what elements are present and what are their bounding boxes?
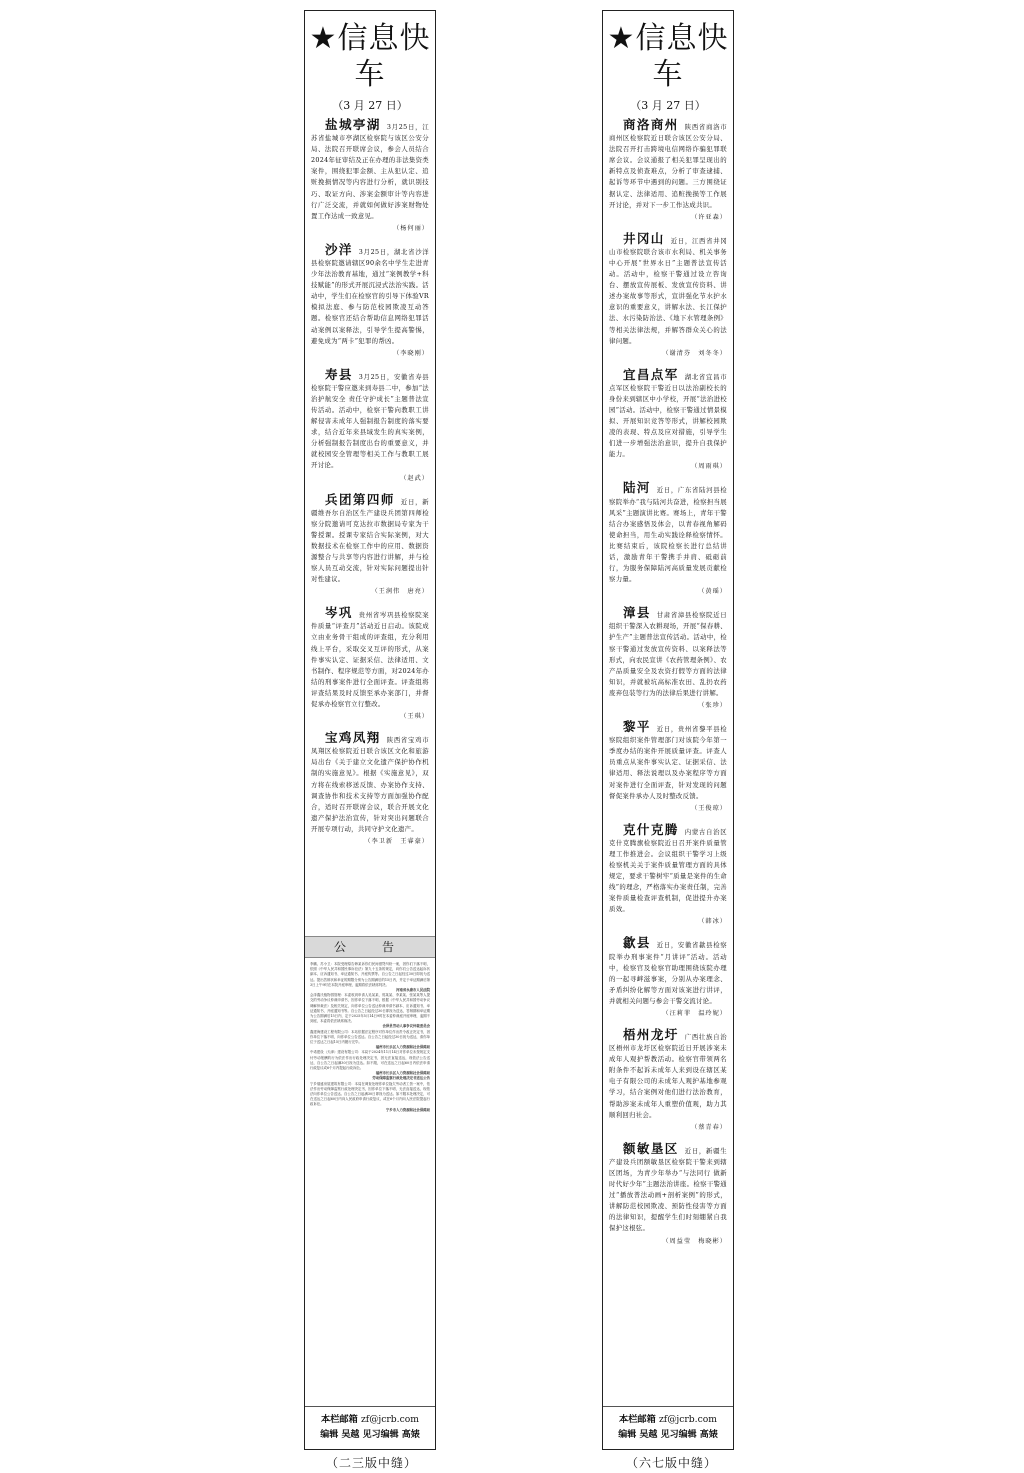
column-date: （3 月 27 日） [332,99,408,112]
news-place: 梧州龙圩 [623,1027,679,1042]
news-byline: （蔡青春） [691,1123,727,1131]
news-item [305,491,435,600]
news-place: 盐城亭湖 [325,117,381,132]
news-item [603,1140,733,1249]
news-body: 近日，广东省陆河县检察院举办“我与陆河共奋进，检察担当展风采”主题演讲比赛。赛场上，青年干警结合办案感悟及体会，以青春视角解码使命担当，用生动实践诠释检察情怀。比赛结束后，该院检察长进行总结讲话，激励青年干警携手并肩、砥砺前行，为服务保障陆河高质量发展贡献检察力量。 [609,486,727,584]
news-text [311,491,429,586]
news-item [305,241,435,361]
editors-line: 编辑 吴越 见习编辑 高婊 [320,1430,420,1440]
news-text [311,119,429,222]
news-place: 寿县 [325,366,353,382]
news-body: 湖北省宜昌市点军区检察院干警近日以法治副校长的身份来到辖区中小学校，开展“法治进校园”活动。活动中，检察干警通过情景模拟、开展知识竞答等形式，讲解校园欺凌的表现、特点及应对措施，引导学生们进一步增强法治意识，提升自我保护能力。 [609,372,727,459]
page-caption: （六七版中缝） [626,1456,718,1470]
news-item [603,1029,733,1135]
notice-paragraph: 李鹏、苏小卫：本院受理原告韩某诉你们民间借贷纠纷一案，因你们下落不明，依照《中华人民共和国民事诉讼法》第九十五条的规定，向你们公告送达起诉状副本、应诉通知书、举证通知书、开庭传票等。自公告之日起经过30日即视为送达。提出答辩状和举证的期限分别为公告期满后的15日内，并定于举证期满后第3日上午9时在本院开庭审理，逾期将依法缺席判决。 [310,962,430,987]
news-text [609,1029,727,1121]
news-body: 近日，贵州省黎平县检察院组织案件管理部门对该院今年第一季度办结的案件开展质量评查。评查人员重点从案件事实认定、证据采信、法律适用、释法说理以及办案程序等方面对案件进行全面评查，针对发现的问题督促案件承办人及时整改反馈。 [609,725,727,800]
news-item [603,821,733,930]
email-address[interactable]: zf@jcrb.com [360,1414,419,1425]
page-caption: （二三版中缝） [326,1456,418,1470]
news-body: 3月25日，湖北省沙洋县检察院邀请辖区90余名中学生走进青少年法治教育基地，通过“案例教学+科技赋能”的形式开展沉浸式法治实践。活动中，学生们在检察官的引导下体验VR模拟法庭、参与防范校园欺凌互动答题。检察官还结合帮助信息网络犯罪活动案例以案释法，引导学生提高警惕，避免成为“两卡”犯罪的帮凶。 [311,247,429,345]
news-text [311,366,429,472]
news-body: 广西壮族自治区梧州市龙圩区检察院近日开展涉案未成年人观护帮教活动。检察官带领两名附条件不起诉未成年人来到设在辖区某电子有限公司的未成年人观护基地参观学习，结合案例对他们进行法治教育，帮助涉案未成年人重塑价值观，助力其顺利回归社会。 [609,1033,727,1119]
news-text [311,241,429,347]
news-text [609,1140,727,1235]
notice-paragraph: 会泽鑫氏植物园管理：本委收到申请人吴某某、郭某某、李某某、张某某等人提交的劳动争议仲裁申请书，因你单位下落不明，根据《中华人民共和国劳动争议调解仲裁法》及相关规定，向你单位公告送达仲裁申请书副本、应诉通知书、举证通知书、开庭通知书等。自公告之日起经过30日即视为送达，答辩期和举证期为公告期满后15日内，定于2025年5月14日9时在本委仲裁庭开庭审理，逾期不到庭，本委将依法缺席裁决。 [310,993,430,1024]
notice-signature: 会泽县劳动人事争议仲裁委员会 [382,1024,430,1029]
news-byline: （李晓刚） [393,349,429,357]
column-footer [305,1406,435,1449]
news-text [311,732,429,835]
news-item [603,607,733,713]
notice-signature: 宁乡市人力资源和社会保障局 [385,1107,430,1112]
news-body: 3月25日，江苏省盐城市亭湖区检察院与该区公安分局、法院召开联席会议，参会人员结合2024年征审结及正在办理的非法集资类案件，围绕犯罪金额、主从犯认定、追赃挽损情况等内容进行分析，就识别技巧、取证方向、涉案金额审计等内容进行广泛交流，并就如何做好涉案财物处置工作达成一致意见。 [311,123,429,220]
news-text [609,482,727,585]
email-label: 本栏邮箱 [321,1414,358,1425]
news-byline: （汪莉菲 温玲妮） [662,1010,727,1017]
notice-signature: 福州市长乐区人力资源和社会保障局 [375,1045,430,1050]
news-place: 宜昌点军 [623,366,679,382]
news-place: 岑巩 [325,605,353,621]
masthead [603,11,733,113]
notice-signature: 福州市长乐区人力资源和社会保障局 [375,1071,430,1076]
news-text [609,230,727,347]
news-item [603,721,733,816]
news-body: 陕西省宝鸡市凤翔区检察院近日联合该区文化和旅游局出台《关于建立文化遗产保护协作机制的实施意见》。根据《实施意见》，双方将在线索移送反馈、办案协作支持、调查协作和技术支持等方面加强协作配合，适时召开联席会议，联合开展文化遗产保护法治宣传，针对突出问题联合开展专项行动，共同守护文化遗产。 [311,736,429,833]
notice-signature: 劳动保障监察行政处理决定书送达公告 [372,1076,430,1081]
news-body: 内蒙古自治区克什克腾旗检察院近日召开案件质量管理工作推进会。会议组织干警学习上级检察机关关于案件质量管理方面的具体规定，要求干警树牢“质量是案件的生命线”的理念，严格落实办案责任制，完善案件质量检查评查机制，促进提升办案质效。 [609,827,727,914]
news-place: 黎平 [623,719,651,735]
news-place: 额敏垦区 [623,1140,679,1156]
news-item [603,230,733,361]
news-text [609,721,727,802]
notice-signature: 河南省永康市人民法院 [396,988,430,993]
right-column [602,10,734,1450]
news-place: 歙县 [623,935,651,951]
notice-paragraph: 宁乡瑞盛房屋建筑有限公司：本局在调查处理你单位拖欠劳动者工资一案中，依法作出劳动保障监察行政处理决定书，因你单位下落不明，无法直接送达，现依法向你单位公告送达。自公告之日起满30日即视为送达。如不服本处理决定，可在送达之日起60日内向人民政府申请行政复议，或在6个月内向人民法院提起行政诉讼。 [310,1081,430,1107]
email-address[interactable]: zf@jcrb.com [658,1414,717,1425]
notice-title: 公 告 [305,936,435,958]
notice-paragraph: 中诺建设（天津）建设有限公司：本局于2024年11月14日对你单位未按规定支付劳动报酬的行为依法作出行政处理决定书，因无法直接送达，现依法公告送达，自公告之日起满30日视为送达。如不服，可在送达之日起60日内依法申请行政复议或6个月内提起行政诉讼。 [310,1050,430,1071]
news-item [603,482,733,599]
news-byline: （周益莹 梅晓彬） [662,1237,727,1245]
news-byline: （赵武） [400,474,429,482]
news-byline: （杨何丽） [393,224,429,232]
news-text [609,119,727,211]
column-title: ★信息快车 [607,21,729,92]
news-place: 商洛商州 [623,117,679,132]
news-byline: （谢清芬 刘冬冬） [662,349,727,357]
news-item [305,366,435,486]
email-label: 本栏邮箱 [619,1414,656,1425]
news-item [603,366,733,475]
news-place: 陆河 [623,480,651,496]
news-body: 贵州省岑巩县检察院案件质量“评查月”活动近日启动。该院成立由业务骨干组成的评查组，充分利用线上平台，采取交叉互评的形式，从案件事实认定、证据采信、法律适用、文书制作、程序规范等方面，对2024年办结的刑事案件进行全面评查。评查组将评查结果及时反馈至承办案部门，并督促承办检察官立行整改。 [311,611,429,709]
masthead [305,11,435,113]
notice-section [305,936,435,1361]
news-place: 克什克腾 [623,821,679,837]
news-text [609,366,727,461]
left-column [304,10,436,1450]
news-text [609,937,727,1007]
news-item [305,732,435,849]
column-title: ★信息快车 [309,21,431,92]
news-place: 宝鸡凤翔 [325,730,381,746]
news-byline: （周雨琪） [691,463,727,471]
news-byline: （张珍） [698,702,727,710]
news-byline: （许亚森） [691,213,727,221]
news-body: 近日，新疆维吾尔自治区生产建设兵团第四师检察分院邀请可克达拉市数据局专家为干警授课。授课专家结合实际案例，对大数据技术在检察工作中的应用、数据资源整合与共享等内容进行讲解，并与检察人员互动交流，针对实际问题提出针对性建议。 [311,497,429,584]
news-item [305,607,435,724]
notice-body [305,958,435,1117]
news-place: 兵团第四师 [325,491,395,507]
news-byline: （王润伟 唐亮） [371,588,429,596]
news-body: 近日，新疆生产建设兵团额敏垦区检察院干警来到辖区团场，为青少年举办“与法同行 做新时代好少年”主题法治讲座。检察干警通过“播放普法动画+剖析案例”的形式，讲解防范校园欺凌、预防性侵害等方面的法律知识，提醒学生们时刻绷紧自我保护这根弦。 [609,1146,727,1233]
news-body: 陕西省商洛市商州区检察院近日联合该区公安分局、法院召开打击跨境电信网络诈骗犯罪联席会议。会议通报了相关犯罪呈现出的新特点及侦查难点，分析了审查逮捕、起诉等环节中遇到的问题。三方围绕证据认定、法律适用、追赃挽损等工作展开讨论，并对下一步工作达成共识。 [609,123,727,209]
news-item [305,119,435,236]
news-byline: （王俊琼） [691,804,727,812]
news-body: 近日，安徽省歙县检察院举办刑事案件“月讲评”活动。活动中，检察官及检察官助理围绕该院办理的一起寻衅滋事案，分别从办案理念、矛盾纠纷化解等方面对该案进行讲评，并就相关问题与参会干警交流讨论。 [609,941,727,1005]
editors-line: 编辑 吴越 见习编辑 高婊 [618,1430,718,1440]
news-text [609,607,727,699]
column-date: （3 月 27 日） [630,99,706,112]
news-byline: （王琪） [400,713,429,721]
news-text [311,607,429,710]
news-body: 近日，江西省井冈山市检察院联合该市水利局、机关事务中心开展“世界水日”主题普法宣传活动。活动中，检察干警通过设立咨询台、摆放宣传展板、发放宣传资料、讲述办案故事等形式，宣讲强化节水护水意识的重要意义，讲解水法、长江保护法、水污染防治法、《地下水管理条例》等相关法律法规，并解答群众关心的法律问题。 [609,236,727,345]
news-body: 3月25日，安徽省寿县检察院干警应邀来到寿县二中，参加“法治护航安全 责任守护成长”主题普法宣传活动。活动中，检察干警向教职工讲解侵害未成年人强制报告制度的落实要求，结合近年来县域发生的真实案例，分析强制报告制度出台的重要意义，并就校园安全管理等相关工作与教职工展开讨论。 [311,372,429,470]
column-footer [603,1406,733,1449]
news-place: 沙洋 [325,241,353,257]
email-line [305,1411,435,1425]
email-line [603,1411,733,1425]
notice-paragraph: 鑫建海建设工程有限公司：本站依据法定程序对你单位作出责令改正决定书，因你单位下落不明，向你单位公告送达。自公告之日起经过30日视为送达，请你单位于送达之日起15日内履行完毕。 [310,1029,430,1045]
news-place: 井冈山 [623,230,665,246]
news-place: 漳县 [623,605,651,621]
news-list [305,119,435,849]
news-byline: （黄瑶） [698,588,727,596]
news-byline: （李卫新 王睿豪） [364,837,429,845]
news-list [603,119,733,1249]
news-body: 甘肃省漳县检察院近日组织干警深入农耕现场，开展“保春耕、护生产”主题普法宣传活动。活动中，检察干警通过发放宣传资料、以案释法等形式，向农民宣讲《农药管理条例》、农产品质量安全及农资打假等方面的法律知识，并就被坑高标准农田、乱扔农药废弃包装等行为的法律后果进行讲解。 [609,611,727,697]
news-item [603,119,733,225]
news-text [609,821,727,916]
news-item [603,937,733,1021]
news-byline: （韩冰） [698,918,727,926]
